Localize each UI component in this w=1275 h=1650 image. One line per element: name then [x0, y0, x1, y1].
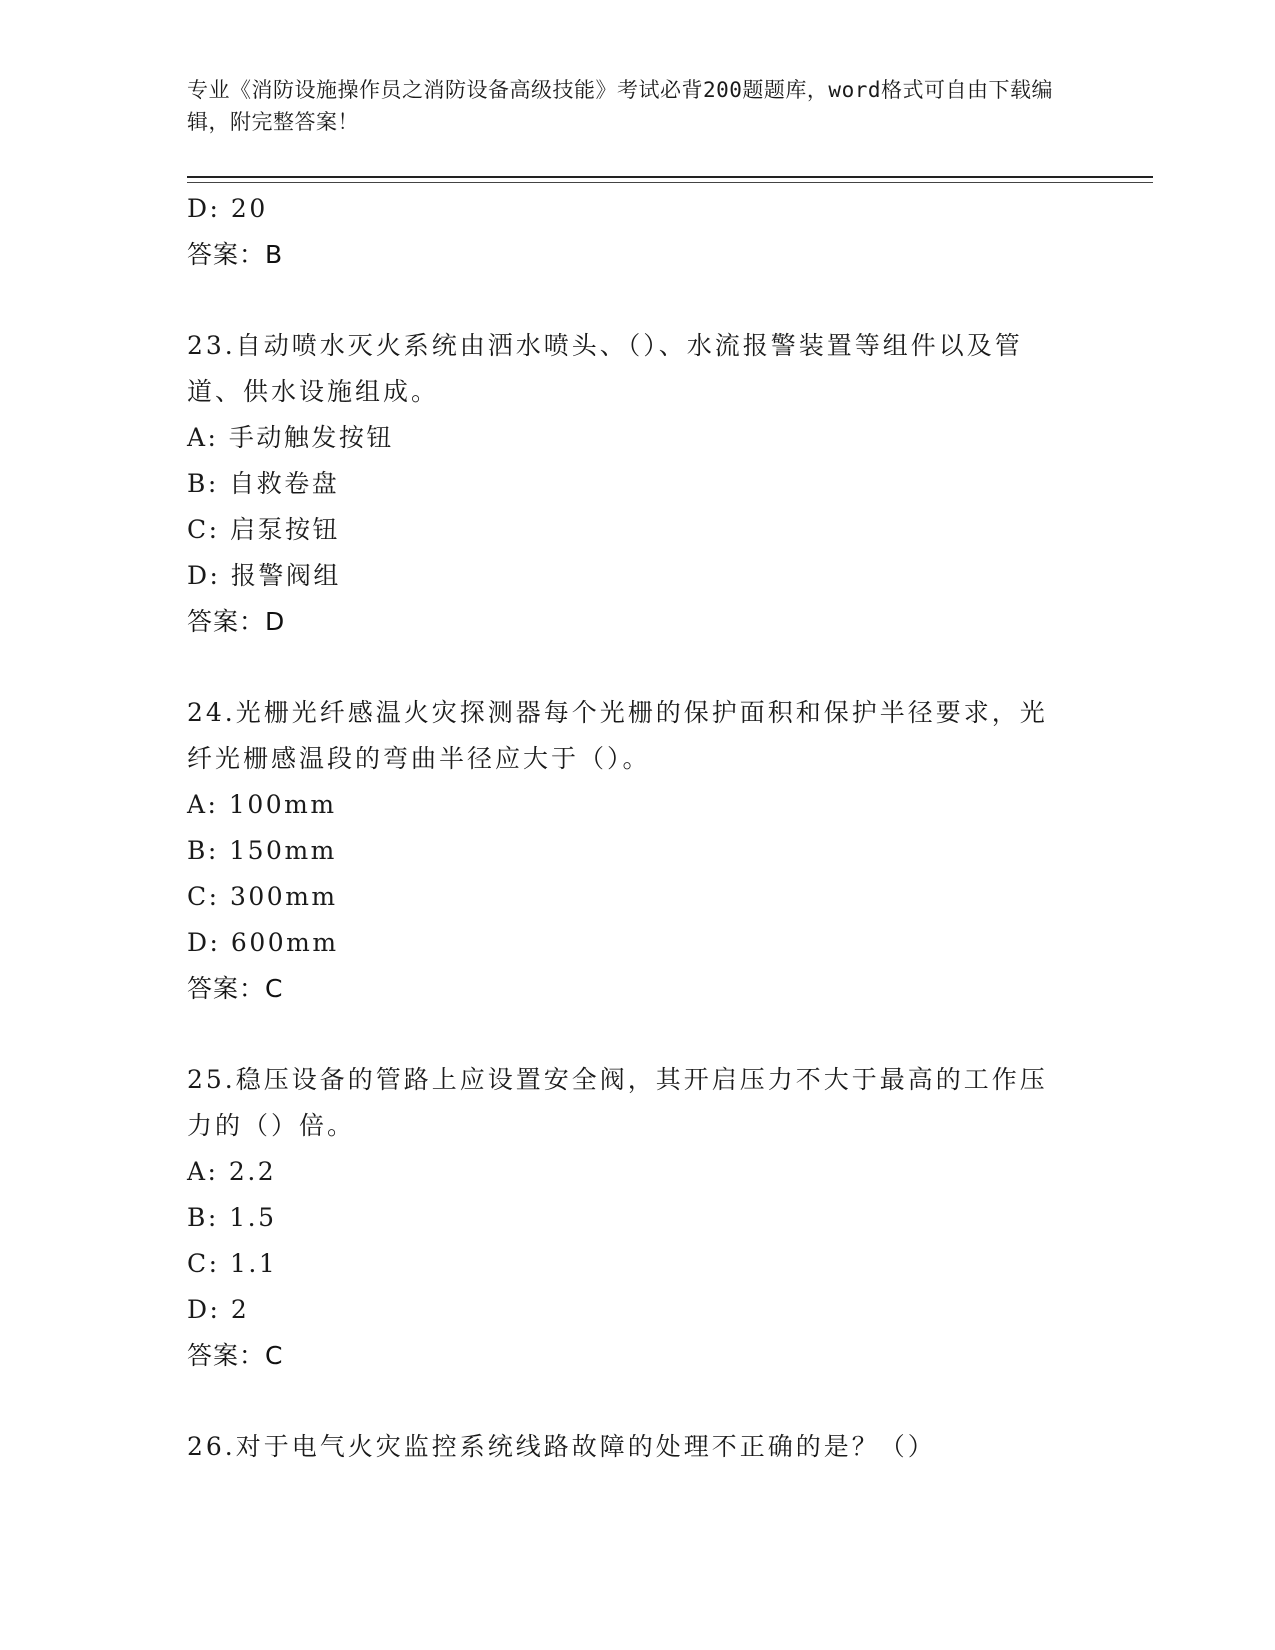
option-b: B: 1.5	[187, 1203, 277, 1232]
option-a: A: 手动触发按钮	[187, 423, 394, 452]
option-c: C: 300mm	[187, 882, 338, 911]
option-d: D: 20	[187, 194, 268, 223]
question-stem: 24.光栅光纤感温火灾探测器每个光栅的保护面积和保护半径要求，光纤光栅感温段的弯曲半径应大于（）。	[187, 698, 1048, 773]
question-26	[187, 1424, 1087, 1470]
question-stem: 26.对于电气火灾监控系统线路故障的处理不正确的是？（）	[187, 1432, 936, 1461]
option-a: A: 2.2	[187, 1157, 277, 1186]
question-24	[187, 690, 1087, 1012]
question-stem: 23.自动喷水灭火系统由洒水喷头、（）、水流报警装置等组件以及管道、供水设施组成。	[187, 331, 1023, 406]
option-d: D: 2	[187, 1295, 250, 1324]
answer: 答案：C	[187, 974, 284, 1003]
option-d: D: 报警阀组	[187, 561, 341, 590]
answer: 答案：B	[187, 240, 284, 269]
spacer	[187, 1379, 1087, 1424]
option-c: C: 1.1	[187, 1249, 278, 1278]
option-d: D: 600mm	[187, 928, 339, 957]
document-body	[187, 186, 1087, 1470]
header-divider-thin	[187, 182, 1153, 183]
option-a: A: 100mm	[187, 790, 337, 819]
header-divider-thick	[187, 176, 1153, 178]
page-header: 专业《消防设施操作员之消防设备高级技能》考试必背200题题库，word格式可自由下载编辑，附完整答案！	[187, 78, 1053, 134]
spacer	[187, 645, 1087, 690]
question-25	[187, 1057, 1087, 1379]
answer: 答案：C	[187, 1341, 284, 1370]
answer: 答案：D	[187, 607, 286, 636]
spacer	[187, 1012, 1087, 1057]
question-stem: 25.稳压设备的管路上应设置安全阀，其开启压力不大于最高的工作压力的（）倍。	[187, 1065, 1048, 1140]
spacer	[187, 278, 1087, 323]
question-23	[187, 323, 1087, 645]
option-b: B: 自救卷盘	[187, 469, 340, 498]
option-b: B: 150mm	[187, 836, 337, 865]
option-c: C: 启泵按钮	[187, 515, 340, 544]
